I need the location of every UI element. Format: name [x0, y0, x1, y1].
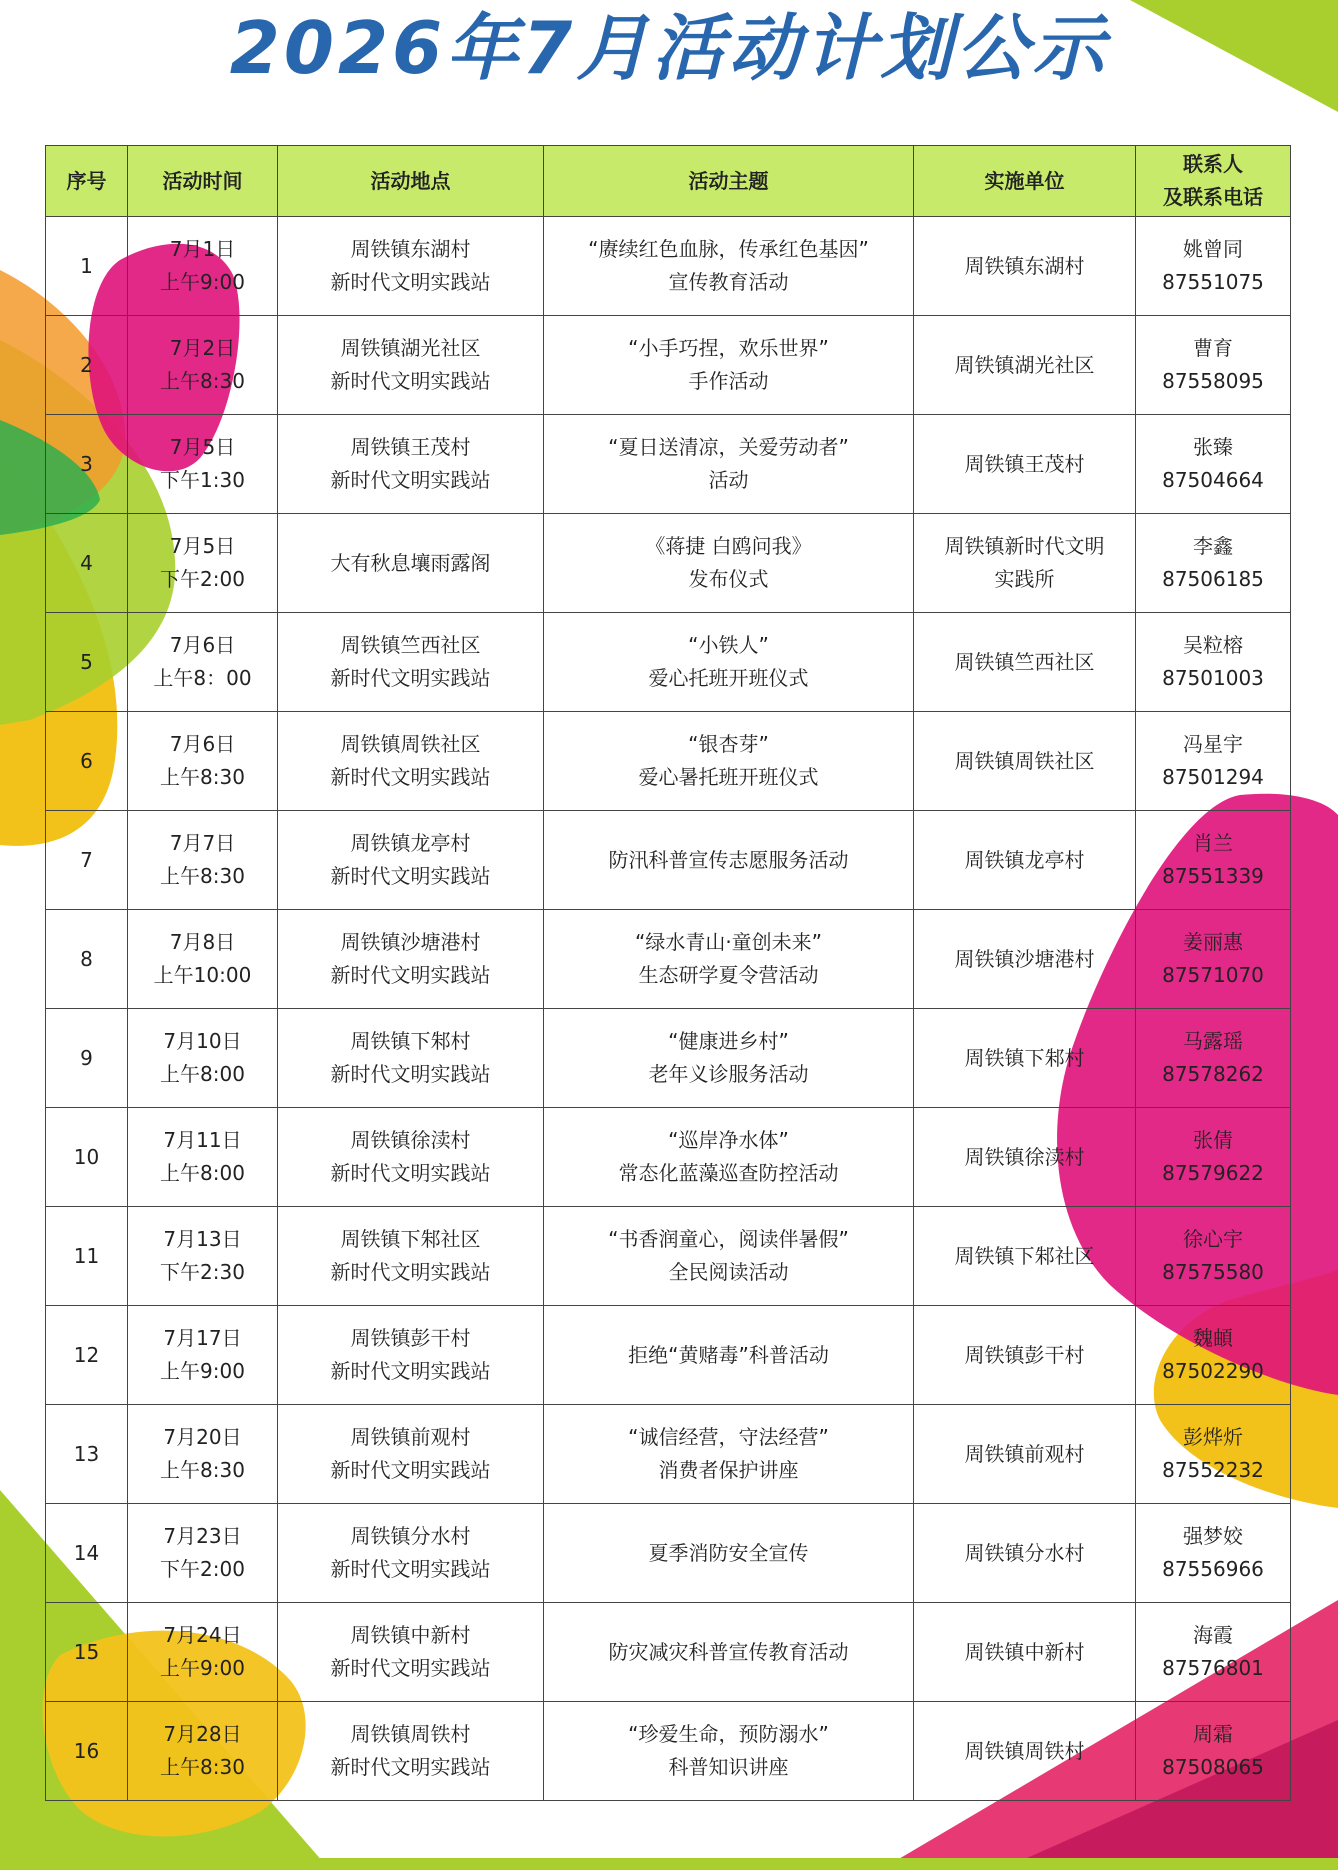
cell-contact	[1136, 1009, 1291, 1108]
header-no: 序号	[46, 146, 128, 217]
cell-contact	[1136, 1603, 1291, 1702]
theme-line1: “银杏芽”	[688, 732, 769, 756]
theme-line2: 全民阅读活动	[668, 1260, 789, 1284]
cell-contact	[1136, 514, 1291, 613]
place-line2: 新时代文明实践站	[330, 864, 491, 888]
cell-unit	[914, 1306, 1136, 1405]
place-line1: 周铁镇前观村	[350, 1425, 471, 1449]
table-row	[46, 514, 1291, 613]
time-date: 7月6日	[169, 732, 236, 756]
place-line2: 新时代文明实践站	[330, 765, 491, 789]
cell-theme	[544, 1108, 914, 1207]
cell-no: 3	[46, 415, 128, 514]
time-clock: 上午9:00	[160, 270, 245, 294]
theme-line2: 爱心托班开班仪式	[648, 666, 809, 690]
cell-contact	[1136, 415, 1291, 514]
theme-line1: “健康进乡村”	[668, 1029, 789, 1053]
cell-contact	[1136, 1207, 1291, 1306]
cell-contact	[1136, 1504, 1291, 1603]
cell-no: 9	[46, 1009, 128, 1108]
cell-contact	[1136, 316, 1291, 415]
place-line1: 周铁镇下邾村	[350, 1029, 471, 1053]
cell-time	[128, 1108, 278, 1207]
contact-phone: 87576801	[1162, 1656, 1264, 1680]
cell-contact	[1136, 910, 1291, 1009]
unit-line1: 周铁镇王茂村	[964, 451, 1085, 476]
cell-place	[278, 1603, 544, 1702]
place-line1: 周铁镇龙亭村	[350, 831, 471, 855]
theme-line1: “巡岸净水体”	[668, 1128, 789, 1152]
cell-place	[278, 415, 544, 514]
cell-no: 7	[46, 811, 128, 910]
cell-theme	[544, 910, 914, 1009]
cell-unit	[914, 1504, 1136, 1603]
contact-phone: 87575580	[1162, 1260, 1264, 1284]
cell-unit	[914, 415, 1136, 514]
cell-no: 14	[46, 1504, 128, 1603]
theme-line2: 科普知识讲座	[668, 1755, 789, 1779]
header-contact-line1: 联系人	[1183, 152, 1243, 176]
time-date: 7月6日	[169, 633, 236, 657]
place-line1: 周铁镇徐渎村	[350, 1128, 471, 1152]
cell-time	[128, 1306, 278, 1405]
cell-no: 8	[46, 910, 128, 1009]
cell-no: 6	[46, 712, 128, 811]
theme-line2: 手作活动	[688, 369, 769, 393]
theme-line1: 拒绝“黄赌毒”科普活动	[628, 1342, 829, 1367]
place-line1: 周铁镇彭干村	[350, 1326, 471, 1350]
place-line1: 周铁镇湖光社区	[340, 336, 481, 360]
theme-line2: 活动	[708, 468, 749, 492]
time-date: 7月2日	[169, 336, 236, 360]
cell-unit	[914, 613, 1136, 712]
cell-theme	[544, 1603, 914, 1702]
contact-name: 冯星宇	[1183, 732, 1243, 756]
place-line2: 新时代文明实践站	[330, 369, 491, 393]
theme-line2: 生态研学夏令营活动	[638, 963, 819, 987]
cell-no: 11	[46, 1207, 128, 1306]
time-date: 7月8日	[169, 930, 236, 954]
theme-line1: “书香润童心，阅读伴暑假”	[608, 1227, 849, 1251]
time-clock: 上午8:00	[160, 1161, 245, 1185]
place-line2: 新时代文明实践站	[330, 1359, 491, 1383]
cell-time	[128, 1702, 278, 1801]
theme-line2: 老年义诊服务活动	[648, 1062, 809, 1086]
cell-unit	[914, 1405, 1136, 1504]
cell-unit	[914, 514, 1136, 613]
time-date: 7月13日	[163, 1227, 242, 1251]
contact-phone: 87578262	[1162, 1062, 1264, 1086]
place-line2: 新时代文明实践站	[330, 666, 491, 690]
cell-theme	[544, 514, 914, 613]
cell-time	[128, 415, 278, 514]
table-row	[46, 910, 1291, 1009]
header-unit: 实施单位	[914, 146, 1136, 217]
place-line1: 周铁镇分水村	[350, 1524, 471, 1548]
cell-contact	[1136, 1702, 1291, 1801]
cell-time	[128, 712, 278, 811]
contact-phone: 87551339	[1162, 864, 1264, 888]
place-line2: 新时代文明实践站	[330, 1755, 491, 1779]
table-row	[46, 613, 1291, 712]
time-clock: 上午8:00	[160, 1062, 245, 1086]
unit-line1: 周铁镇前观村	[964, 1441, 1085, 1466]
unit-line1: 周铁镇竺西社区	[954, 649, 1095, 674]
time-clock: 上午8:30	[160, 1755, 245, 1779]
cell-no: 15	[46, 1603, 128, 1702]
time-clock: 上午9:00	[160, 1359, 245, 1383]
cell-contact	[1136, 613, 1291, 712]
time-clock: 上午8:30	[160, 1458, 245, 1482]
time-clock: 上午8:30	[160, 864, 245, 888]
cell-time	[128, 514, 278, 613]
contact-name: 张臻	[1193, 435, 1233, 459]
place-line2: 新时代文明实践站	[330, 468, 491, 492]
cell-theme	[544, 613, 914, 712]
cell-contact	[1136, 1306, 1291, 1405]
unit-line1: 周铁镇龙亭村	[964, 847, 1085, 872]
cell-unit	[914, 712, 1136, 811]
contact-phone: 87579622	[1162, 1161, 1264, 1185]
time-clock: 下午1:30	[160, 468, 245, 492]
place-line1: 大有秋息壤雨露阁	[330, 550, 491, 575]
cell-place	[278, 613, 544, 712]
time-date: 7月5日	[169, 435, 236, 459]
cell-no: 10	[46, 1108, 128, 1207]
cell-unit	[914, 1009, 1136, 1108]
cell-unit	[914, 811, 1136, 910]
table-row	[46, 1405, 1291, 1504]
cell-no: 13	[46, 1405, 128, 1504]
time-date: 7月20日	[163, 1425, 242, 1449]
cell-theme	[544, 1207, 914, 1306]
table-row	[46, 1702, 1291, 1801]
time-clock: 上午8:30	[160, 369, 245, 393]
theme-line1: “珍爱生命，预防溺水”	[628, 1722, 829, 1746]
place-line2: 新时代文明实践站	[330, 1260, 491, 1284]
time-date: 7月28日	[163, 1722, 242, 1746]
cell-unit	[914, 316, 1136, 415]
contact-name: 肖兰	[1193, 831, 1233, 855]
cell-time	[128, 613, 278, 712]
place-line1: 周铁镇周铁村	[350, 1722, 471, 1746]
cell-time	[128, 811, 278, 910]
cell-theme	[544, 1504, 914, 1603]
place-line2: 新时代文明实践站	[330, 1161, 491, 1185]
table-row	[46, 1207, 1291, 1306]
cell-unit	[914, 910, 1136, 1009]
contact-phone: 87558095	[1162, 369, 1264, 393]
cell-theme	[544, 1009, 914, 1108]
cell-place	[278, 1207, 544, 1306]
cell-theme	[544, 415, 914, 514]
cell-unit	[914, 1108, 1136, 1207]
contact-phone: 87502290	[1162, 1359, 1264, 1383]
theme-line1: “绿水青山·童创未来”	[634, 930, 823, 954]
cell-place	[278, 910, 544, 1009]
cell-time	[128, 217, 278, 316]
table-row	[46, 1306, 1291, 1405]
contact-phone: 87501003	[1162, 666, 1264, 690]
time-date: 7月5日	[169, 534, 236, 558]
table-row	[46, 415, 1291, 514]
time-date: 7月17日	[163, 1326, 242, 1350]
cell-place	[278, 1108, 544, 1207]
table-row	[46, 1504, 1291, 1603]
contact-phone: 87552232	[1162, 1458, 1264, 1482]
place-line2: 新时代文明实践站	[330, 1557, 491, 1581]
contact-phone: 87508065	[1162, 1755, 1264, 1779]
unit-line1: 周铁镇徐渎村	[964, 1144, 1085, 1169]
unit-line1: 周铁镇中新村	[964, 1639, 1085, 1664]
time-date: 7月23日	[163, 1524, 242, 1548]
time-clock: 下午2:00	[160, 1557, 245, 1581]
place-line2: 新时代文明实践站	[330, 270, 491, 294]
table-row	[46, 1108, 1291, 1207]
cell-place	[278, 1306, 544, 1405]
cell-theme	[544, 1405, 914, 1504]
contact-name: 张倩	[1193, 1128, 1233, 1152]
unit-line1: 周铁镇下邾社区	[954, 1243, 1095, 1268]
theme-line1: “小手巧捏，欢乐世界”	[628, 336, 829, 360]
page-title: 2026年7月活动计划公示	[229, 6, 1109, 90]
contact-phone: 87506185	[1162, 567, 1264, 591]
theme-line1: “小铁人”	[688, 633, 769, 657]
cell-unit	[914, 1603, 1136, 1702]
header-theme: 活动主题	[544, 146, 914, 217]
contact-name: 曹育	[1193, 336, 1233, 360]
header-contact	[1136, 146, 1291, 217]
cell-place	[278, 316, 544, 415]
contact-name: 李鑫	[1193, 534, 1233, 558]
contact-name: 马露瑶	[1183, 1029, 1243, 1053]
cell-contact	[1136, 712, 1291, 811]
time-clock: 上午8：00	[153, 666, 252, 690]
cell-place	[278, 217, 544, 316]
theme-line1: 夏季消防安全宣传	[648, 1540, 809, 1565]
theme-line2: 宣传教育活动	[668, 270, 789, 294]
theme-line2: 爱心暑托班开班仪式	[638, 765, 819, 789]
cell-unit	[914, 1207, 1136, 1306]
cell-no: 12	[46, 1306, 128, 1405]
contact-phone: 87556966	[1162, 1557, 1264, 1581]
contact-name: 姚曾同	[1183, 237, 1243, 261]
time-date: 7月10日	[163, 1029, 242, 1053]
cell-place	[278, 811, 544, 910]
place-line1: 周铁镇中新村	[350, 1623, 471, 1647]
unit-line1: 周铁镇沙塘港村	[954, 946, 1095, 971]
place-line1: 周铁镇王茂村	[350, 435, 471, 459]
cell-place	[278, 712, 544, 811]
header-time: 活动时间	[128, 146, 278, 217]
contact-name: 姜丽惠	[1183, 930, 1243, 954]
header-contact-line2: 及联系电话	[1163, 185, 1263, 209]
contact-name: 强梦姣	[1183, 1524, 1243, 1548]
contact-phone: 87551075	[1162, 270, 1264, 294]
contact-phone: 87504664	[1162, 468, 1264, 492]
unit-line1: 周铁镇湖光社区	[954, 352, 1095, 377]
contact-name: 彭烨炘	[1183, 1425, 1243, 1449]
contact-name: 吴粒榕	[1183, 633, 1243, 657]
theme-line2: 消费者保护讲座	[658, 1458, 799, 1482]
cell-no: 4	[46, 514, 128, 613]
time-date: 7月11日	[163, 1128, 242, 1152]
cell-theme	[544, 811, 914, 910]
place-line2: 新时代文明实践站	[330, 963, 491, 987]
unit-line1: 周铁镇彭干村	[964, 1342, 1085, 1367]
cell-no: 16	[46, 1702, 128, 1801]
cell-contact	[1136, 217, 1291, 316]
table-row	[46, 811, 1291, 910]
theme-line1: 防灾减灾科普宣传教育活动	[608, 1639, 849, 1664]
unit-line1: 周铁镇东湖村	[964, 253, 1085, 278]
place-line1: 周铁镇竺西社区	[340, 633, 481, 657]
cell-time	[128, 1603, 278, 1702]
bottom-green-strip	[0, 1858, 1338, 1870]
theme-line1: “夏日送清凉，关爱劳动者”	[608, 435, 849, 459]
cell-no: 1	[46, 217, 128, 316]
cell-time	[128, 1405, 278, 1504]
contact-phone: 87501294	[1162, 765, 1264, 789]
theme-line1: “赓续红色血脉，传承红色基因”	[588, 237, 869, 261]
unit-line1: 周铁镇分水村	[964, 1540, 1085, 1565]
cell-time	[128, 910, 278, 1009]
cell-no: 2	[46, 316, 128, 415]
cell-place	[278, 1504, 544, 1603]
time-clock: 上午9:00	[160, 1656, 245, 1680]
time-date: 7月7日	[169, 831, 236, 855]
contact-name: 海霞	[1193, 1623, 1233, 1647]
cell-time	[128, 1504, 278, 1603]
cell-unit	[914, 217, 1136, 316]
place-line2: 新时代文明实践站	[330, 1458, 491, 1482]
contact-phone: 87571070	[1162, 963, 1264, 987]
table-row	[46, 217, 1291, 316]
table-body	[46, 217, 1291, 1801]
table-header-row	[46, 146, 1291, 217]
contact-name: 徐心宇	[1183, 1227, 1243, 1251]
unit-line1: 周铁镇新时代文明	[944, 534, 1105, 558]
cell-no: 5	[46, 613, 128, 712]
cell-unit	[914, 1702, 1136, 1801]
cell-contact	[1136, 1405, 1291, 1504]
table-row	[46, 712, 1291, 811]
theme-line2: 常态化蓝藻巡查防控活动	[618, 1161, 839, 1185]
header-place: 活动地点	[278, 146, 544, 217]
theme-line1: “诚信经营，守法经营”	[628, 1425, 829, 1449]
time-date: 7月24日	[163, 1623, 242, 1647]
time-clock: 下午2:30	[160, 1260, 245, 1284]
time-clock: 上午10:00	[153, 963, 252, 987]
unit-line2: 实践所	[994, 567, 1055, 591]
theme-line1: 《蒋捷 白鸥问我》	[645, 534, 812, 558]
cell-contact	[1136, 1108, 1291, 1207]
activity-plan-table	[45, 145, 1291, 1801]
table-row	[46, 1603, 1291, 1702]
cell-theme	[544, 316, 914, 415]
cell-contact	[1136, 811, 1291, 910]
cell-time	[128, 1009, 278, 1108]
cell-theme	[544, 712, 914, 811]
unit-line1: 周铁镇周铁村	[964, 1738, 1085, 1763]
place-line2: 新时代文明实践站	[330, 1656, 491, 1680]
place-line2: 新时代文明实践站	[330, 1062, 491, 1086]
theme-line1: 防汛科普宣传志愿服务活动	[608, 847, 849, 872]
contact-name: 魏頔	[1193, 1326, 1233, 1350]
cell-theme	[544, 1306, 914, 1405]
cell-time	[128, 1207, 278, 1306]
cell-place	[278, 514, 544, 613]
cell-place	[278, 1702, 544, 1801]
cell-time	[128, 316, 278, 415]
place-line1: 周铁镇周铁社区	[340, 732, 481, 756]
table-row	[46, 1009, 1291, 1108]
place-line1: 周铁镇东湖村	[350, 237, 471, 261]
theme-line2: 发布仪式	[688, 567, 769, 591]
time-clock: 下午2:00	[160, 567, 245, 591]
unit-line1: 周铁镇下邾村	[964, 1045, 1085, 1070]
time-clock: 上午8:30	[160, 765, 245, 789]
cell-place	[278, 1009, 544, 1108]
cell-theme	[544, 217, 914, 316]
time-date: 7月1日	[169, 237, 236, 261]
table-row	[46, 316, 1291, 415]
place-line1: 周铁镇下邾社区	[340, 1227, 481, 1251]
place-line1: 周铁镇沙塘港村	[340, 930, 481, 954]
contact-name: 周霜	[1193, 1722, 1233, 1746]
unit-line1: 周铁镇周铁社区	[954, 748, 1095, 773]
cell-theme	[544, 1702, 914, 1801]
cell-place	[278, 1405, 544, 1504]
